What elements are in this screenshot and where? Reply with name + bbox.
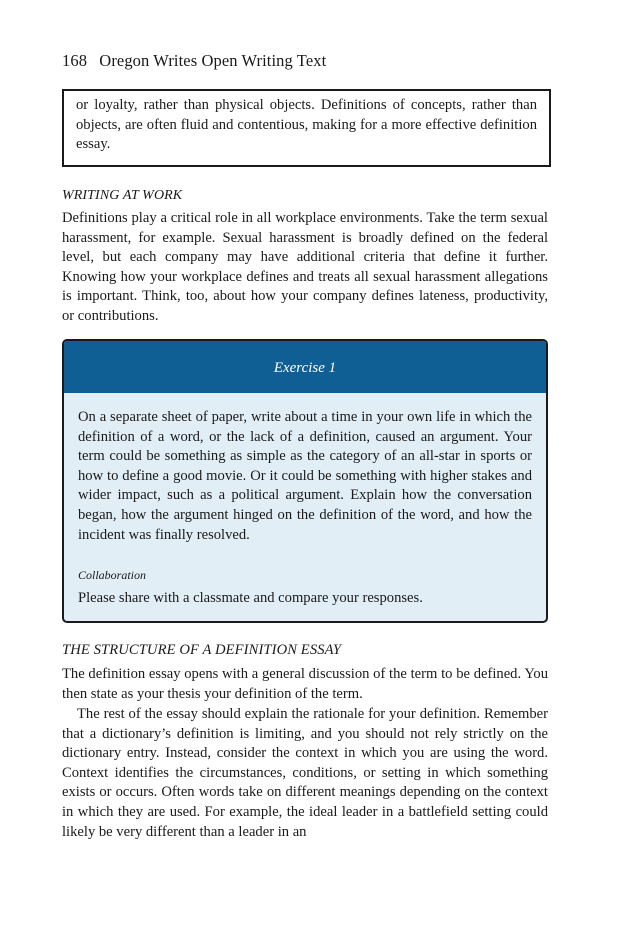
structure-heading: THE STRUCTURE OF A DEFINITION ESSAY	[62, 642, 342, 658]
page-number: 168	[62, 51, 88, 70]
structure-paragraph-1: The definition essay opens with a general discussion of the term to be defined. You then state as your thesis your definition of the term.	[62, 666, 548, 702]
collaboration-heading: Collaboration	[78, 568, 147, 583]
collaboration-text: Please share with a classmate and compare your responses.	[78, 589, 423, 606]
exercise-title: Exercise 1	[64, 341, 546, 393]
callout-text: or loyalty, rather than physical objects. Definitions of concepts, rather than objects, are often fluid and contentious, making for a more effective definition essay.	[76, 97, 537, 152]
continued-callout-box	[62, 89, 551, 167]
structure-paragraph-2: The rest of the essay should explain the rationale for your definition. Remember that a dictionary’s definition is limiting, and you should not rely strictly on the dictionary entry. Instead, consider the context in which you are using the word. Context identifies the circumstances, conditions, or setting in which something exists or occurs. Often words take on different meanings depending on the context in which they are used. For example, the ideal leader in a battlefield setting could likely be very different than a leader in an	[62, 706, 548, 840]
book-title: Oregon Writes Open Writing Text	[99, 51, 327, 70]
exercise-instructions: On a separate sheet of paper, write about a time in your own life in which the definition of a word, or the lack of a definition, caused an argument. Your term could be something as simple as the category of an all-star in sports or how to define a good movie. Or it could be something with higher stakes and wider impact, such as a political argument. Explain how the conversation began, how the argument hinged on the definition of the word, and how the incident was finally resolved.	[78, 409, 532, 543]
writing-at-work-heading: WRITING AT WORK	[62, 188, 183, 203]
running-header	[62, 51, 326, 71]
exercise-body	[64, 393, 546, 608]
writing-at-work-paragraph: Definitions play a critical role in all workplace environments. Take the term sexual harassment, for example. Sexual harassment is broadly defined on the federal level, but each company may have additional criteria that define it further. Knowing how your workplace defines and treats all sexual harassment allegations is important. Think, too, about how your company defines lateness, productivity, or contributions.	[62, 210, 548, 324]
exercise-box	[62, 339, 548, 623]
